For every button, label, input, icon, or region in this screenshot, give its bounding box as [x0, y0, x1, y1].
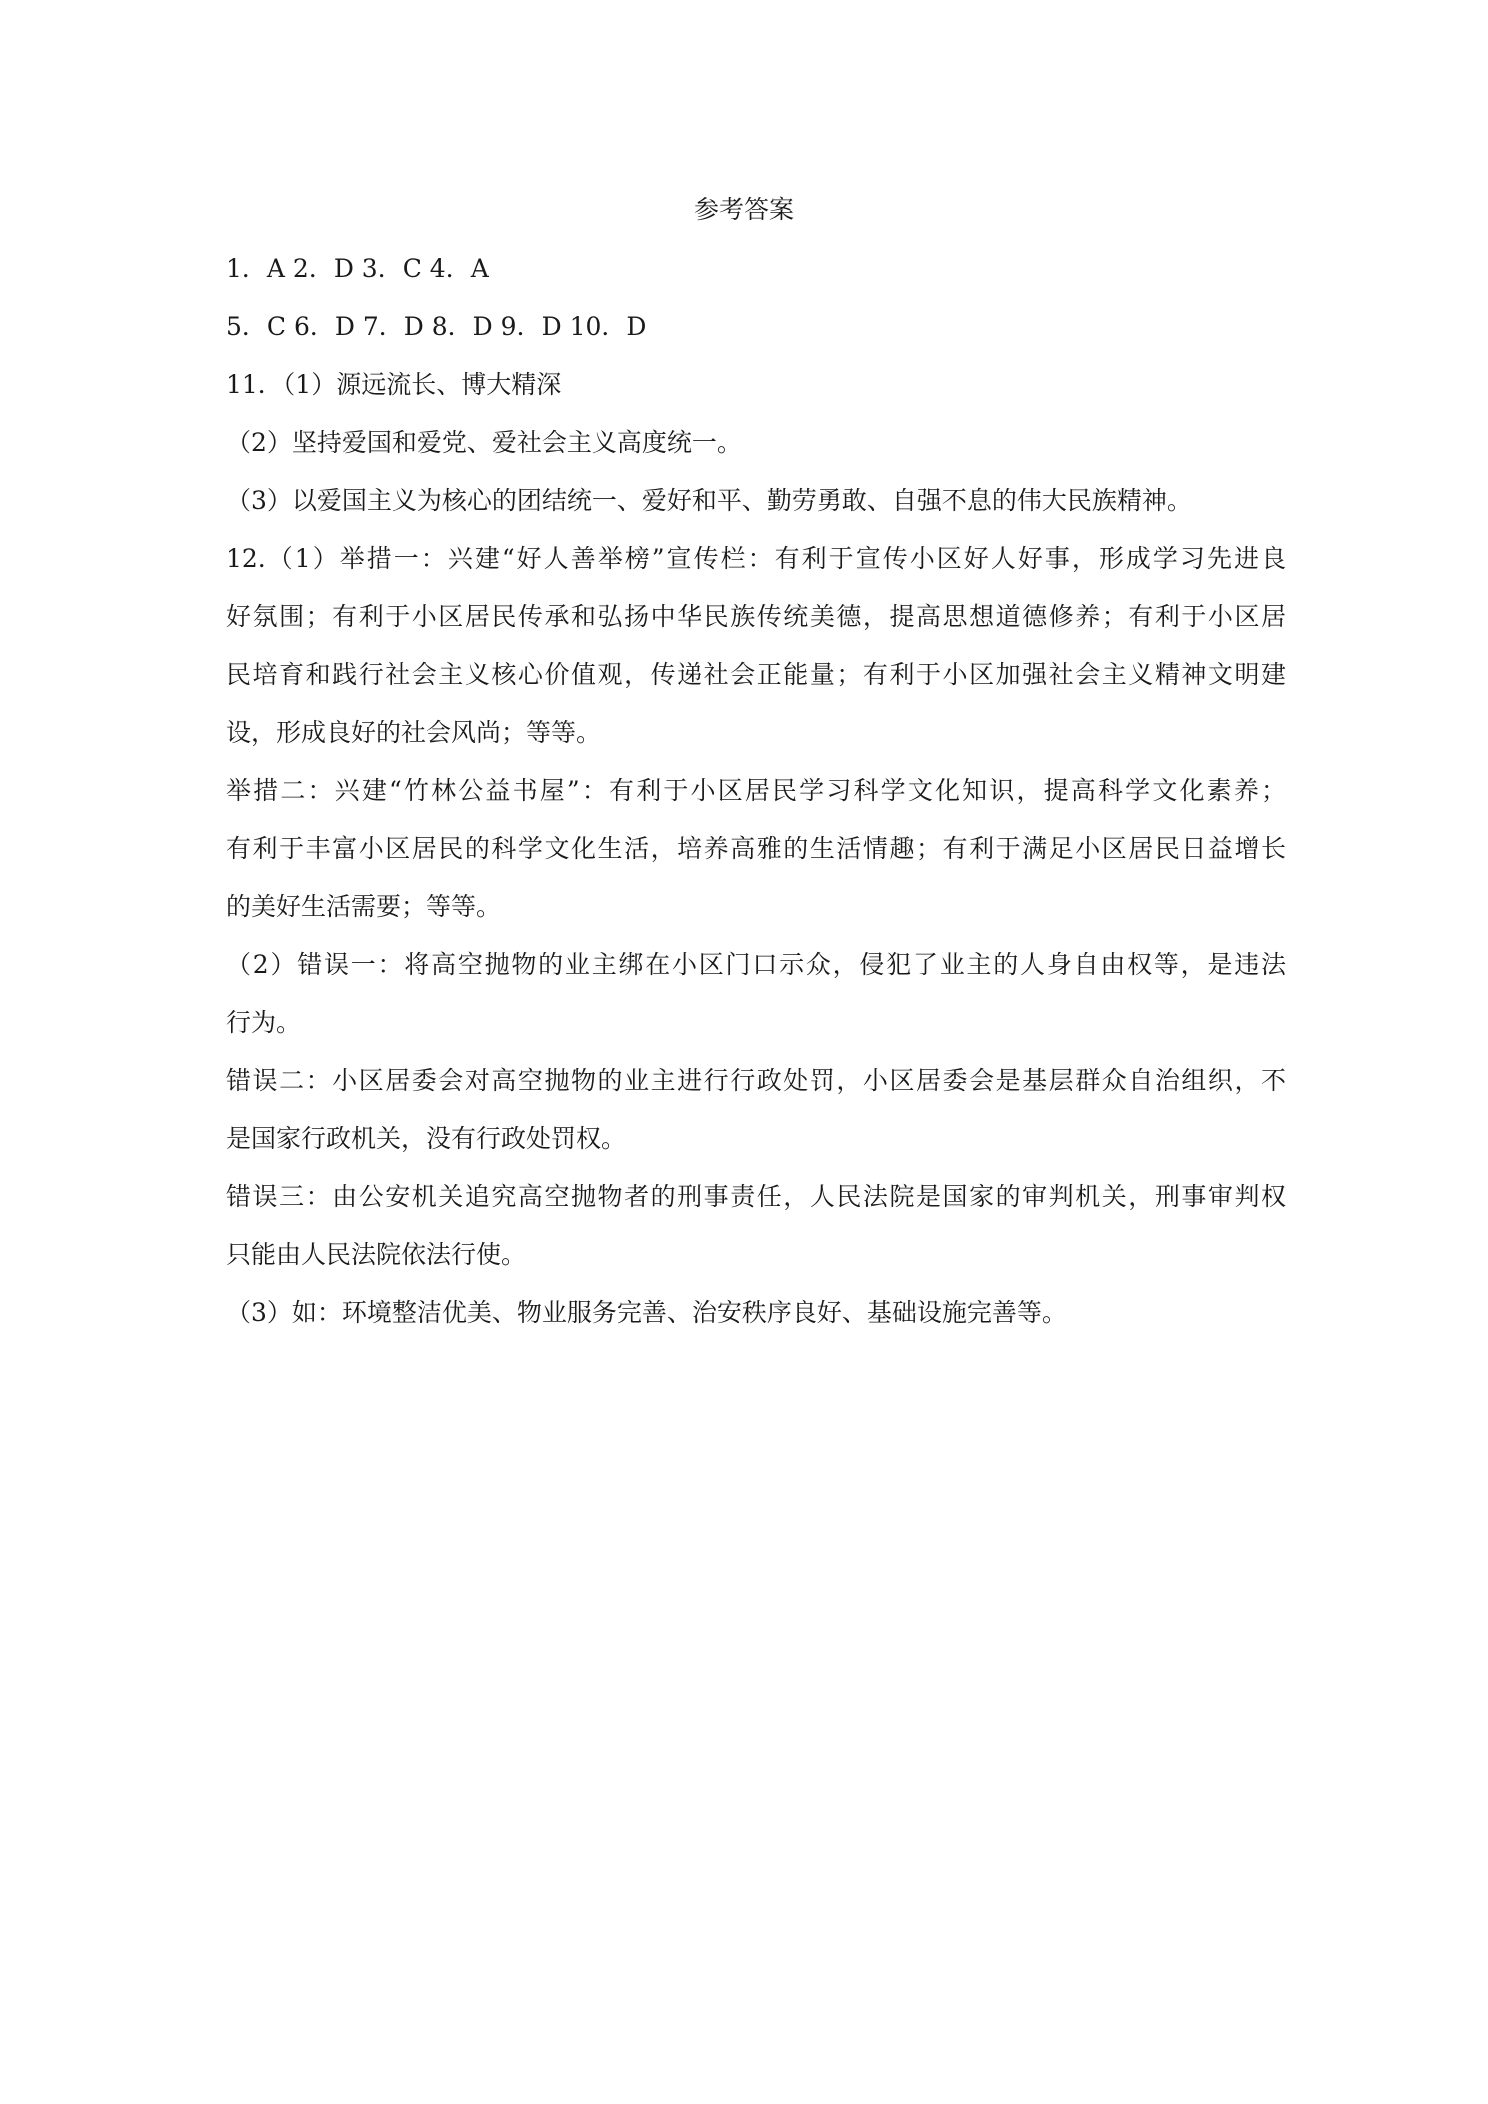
answer-line-q12-1d: 设，形成良好的社会风尚；等等。 [226, 718, 602, 747]
answer-line-q12-1e: 举措二：兴建“竹林公益书屋”：有利于小区居民学习科学文化知识，提高科学文化素养； [226, 776, 1286, 805]
answer-line-q11-3: （3）以爱国主义为核心的团结统一、爱好和平、勤劳勇敢、自强不息的伟大民族精神。 [226, 486, 1192, 515]
answer-line-mc-2: 5．C 6．D 7．D 8．D 9．D 10．D [226, 312, 647, 341]
answer-line-q12-3: （3）如：环境整洁优美、物业服务完善、治安秩序良好、基础设施完善等。 [226, 1298, 1067, 1327]
page-title: 参考答案 [693, 195, 794, 224]
answer-line-q12-1g: 的美好生活需要；等等。 [226, 892, 502, 921]
answer-line-q12-2f: 只能由人民法院依法行使。 [226, 1240, 527, 1269]
answer-line-q12-2b: 行为。 [226, 1008, 302, 1037]
answer-line-q12-1b: 好氛围；有利于小区居民传承和弘扬中华民族传统美德，提高思想道德修养；有利于小区居 [226, 602, 1286, 631]
answer-line-q11-2: （2）坚持爱国和爱党、爱社会主义高度统一。 [226, 428, 742, 457]
answer-line-q12-1f: 有利于丰富小区居民的科学文化生活，培养高雅的生活情趣；有利于满足小区居民日益增长 [226, 834, 1286, 863]
answer-line-mc-1: 1．A 2．D 3．C 4．A [226, 254, 489, 283]
answer-line-q12-1c: 民培育和践行社会主义核心价值观，传递社会正能量；有利于小区加强社会主义精神文明建 [226, 660, 1286, 689]
answer-line-q12-2a: （2）错误一：将高空抛物的业主绑在小区门口示众，侵犯了业主的人身自由权等，是违法 [226, 950, 1286, 979]
answer-line-q12-2d: 是国家行政机关，没有行政处罚权。 [226, 1124, 627, 1153]
answer-line-q12-1a: 12.（1）举措一：兴建“好人善举榜”宣传栏：有利于宣传小区好人好事，形成学习先进良 [226, 544, 1286, 573]
answer-line-q11-1: 11．（1）源远流长、博大精深 [226, 370, 562, 399]
answer-line-q12-2e: 错误三：由公安机关追究高空抛物者的刑事责任，人民法院是国家的审判机关，刑事审判权 [226, 1182, 1286, 1211]
answer-line-q12-2c: 错误二：小区居委会对高空抛物的业主进行行政处罚，小区居委会是基层群众自治组织，不 [226, 1066, 1286, 1095]
